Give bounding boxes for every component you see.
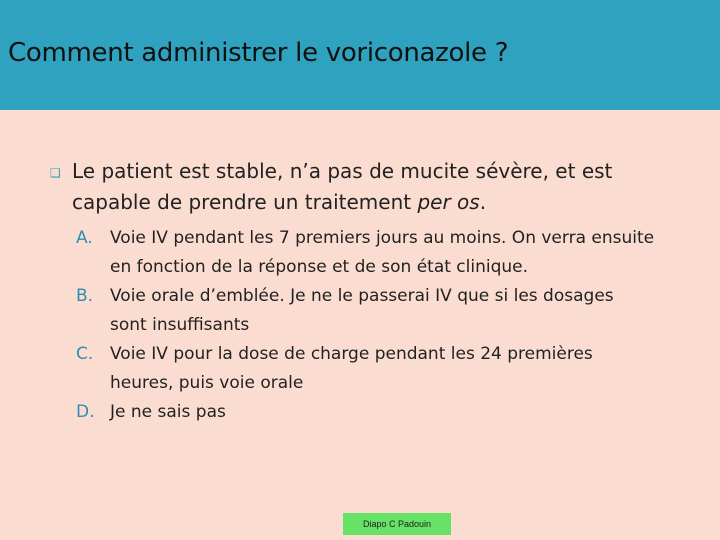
option-letter: A. <box>76 228 93 248</box>
answer-options <box>50 224 690 427</box>
option-text: Voie IV pour la dose de charge pendant les 24 premières heures, puis voie orale <box>110 344 593 393</box>
square-bullet-icon: ❑ <box>50 166 61 180</box>
slide-content <box>50 156 690 427</box>
option-text: Voie orale d’emblée. Je ne le passerai IV que si les dosages sont insuffisants <box>110 286 614 335</box>
answer-option-c[interactable] <box>72 340 690 398</box>
answer-option-b[interactable] <box>72 282 690 340</box>
option-letter: B. <box>76 286 94 306</box>
slide-title: Comment administrer le voriconazole ? <box>8 38 509 68</box>
option-text: Je ne sais pas <box>110 402 226 422</box>
answer-option-a[interactable] <box>72 224 690 282</box>
question-text: Le patient est stable, n’a pas de mucite sévère, et est capable de prendre un traitement <box>72 159 613 214</box>
option-letter: D. <box>76 402 95 422</box>
question-bullet <box>50 156 690 218</box>
question-emphasis: per os <box>417 190 480 214</box>
option-letter: C. <box>76 344 94 364</box>
option-text: Voie IV pendant les 7 premiers jours au moins. On verra ensuite en fonction de la réponse et de son état clinique. <box>110 228 655 277</box>
footer-credit: Diapo C Padouin <box>343 513 451 535</box>
question-end: . <box>479 190 487 214</box>
slide-header <box>0 0 720 110</box>
answer-option-d[interactable] <box>72 398 690 427</box>
